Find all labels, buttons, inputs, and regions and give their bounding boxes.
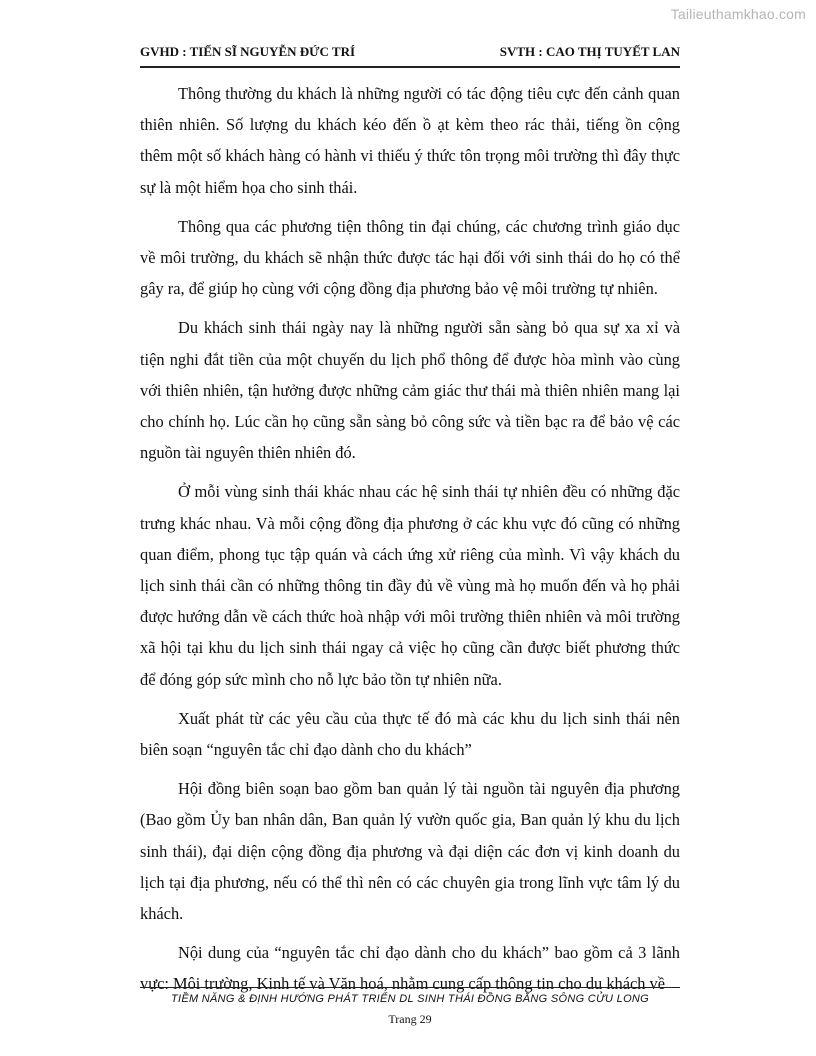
footer-title: TIỀM NĂNG & ĐỊNH HƯỚNG PHÁT TRIỂN DL SINH THÁI ĐỒNG BẰNG SÔNG CỬU LONG [170, 993, 650, 1005]
body-text [140, 78, 680, 1008]
header-student: SVTH : CAO THỊ TUYẾT LAN [499, 44, 680, 59]
paragraph-7: Nội dung của “nguyên tắc chỉ đạo dành cho du khách” bao gồm cả 3 lãnh vực: Môi trường, Kinh tế và Văn hoá, nhằm cung cấp thông tin cho du khách về [140, 943, 680, 994]
page-header [140, 44, 680, 60]
paragraph-5: Xuất phát từ các yêu cầu của thực tế đó mà các khu du lịch sinh thái nên biên soạn “nguyên tắc chỉ đạo dành cho du khách” [140, 708, 680, 760]
header-divider [140, 66, 680, 68]
watermark: Tailieuthamkhao.com [670, 6, 806, 22]
footer-divider [140, 987, 680, 988]
paragraph-6: Hội đồng biên soạn bao gồm ban quản lý tài nguồn tài nguyên địa phương (Bao gồm Ủy ban nhân dân, Ban quản lý vườn quốc gia, Ban quản lý khu du lịch sinh thái), đại diện cộng đồng địa phương và đại diện các đơn vị kinh doanh du lịch tại địa phương, nếu có thể thì nên có các chuyên gia trong lĩnh vực tâm lý du khách. [140, 779, 680, 924]
page-number: Trang 29 [388, 1012, 432, 1026]
paragraph-4: Ở mỗi vùng sinh thái khác nhau các hệ sinh thái tự nhiên đều có những đặc trưng khác nhau. Và mỗi cộng đồng địa phương ở các khu vực đó cũng có những quan điểm, phong tục tập quán và cách ứng xử riêng của mình. Vì vậy khách du lịch sinh thái cần có những thông tin đầy đủ về vùng mà họ muốn đến và họ phải được hướng dẫn về cách thức hoà nhập với môi trường thiên nhiên và môi trường xã hội tại khu du lịch sinh thái ngay cả việc họ cũng cần được biết phương thức để đóng góp sức mình cho nỗ lực bảo tồn tự nhiên nữa. [140, 482, 680, 689]
header-advisor: GVHD : TIẾN SĨ NGUYỄN ĐỨC TRÍ [140, 44, 356, 59]
paragraph-1: Thông thường du khách là những người có tác động tiêu cực đến cảnh quan thiên nhiên. Số lượng du khách kéo đến ồ ạt kèm theo rác thải, tiếng ồn cộng thêm một số khách hàng có hành vi thiếu ý thức tôn trọng môi trường thì đây thực sự là một hiểm họa cho sinh thái. [140, 84, 680, 197]
paragraph-2: Thông qua các phương tiện thông tin đại chúng, các chương trình giáo dục về môi trường, du khách sẽ nhận thức được tác hại đối với sinh thái do họ có thể gây ra, để giúp họ cùng với cộng đồng địa phương bảo vệ môi trường tự nhiên. [140, 216, 680, 299]
paragraph-3: Du khách sinh thái ngày nay là những người sẵn sàng bỏ qua sự xa xỉ và tiện nghi đắt tiền của một chuyến du lịch phổ thông để được hòa mình vào cùng với thiên nhiên, tận hưởng được những cảm giác thư thái mà thiên nhiên mang lại cho chính họ. Lúc cần họ cũng sẵn sàng bỏ công sức và tiền bạc ra để bảo vệ các nguồn tài nguyên thiên nhiên đó. [140, 318, 680, 463]
